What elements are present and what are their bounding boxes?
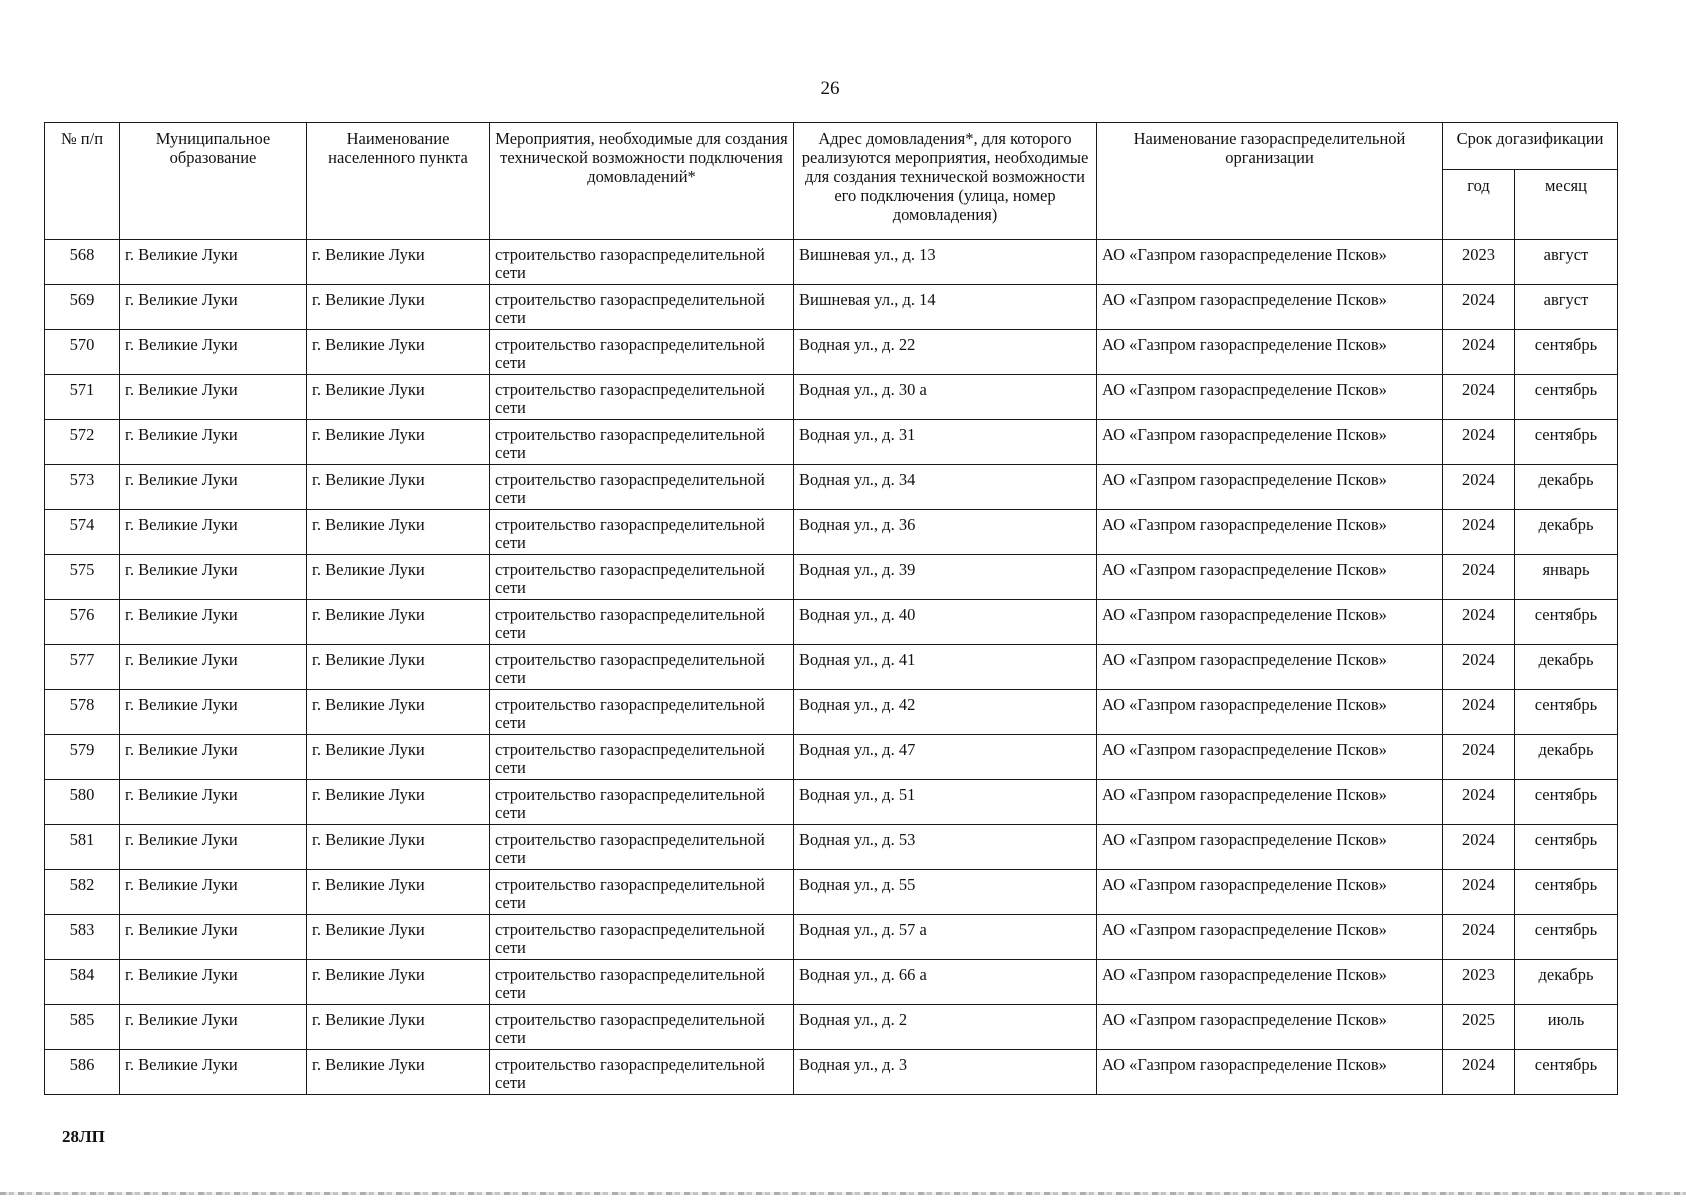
row-municipality: г. Великие Луки: [120, 420, 307, 465]
row-year: 2024: [1443, 375, 1515, 420]
row-organization: АО «Газпром газораспределение Псков»: [1097, 510, 1443, 555]
row-address: Водная ул., д. 39: [794, 555, 1097, 600]
row-number: 573: [45, 465, 120, 510]
row-organization: АО «Газпром газораспределение Псков»: [1097, 240, 1443, 285]
row-organization: АО «Газпром газораспределение Псков»: [1097, 690, 1443, 735]
row-measures: строительство газораспределительной сети: [490, 1005, 794, 1050]
header-year: год: [1443, 170, 1515, 240]
row-measures: строительство газораспределительной сети: [490, 825, 794, 870]
row-locality: г. Великие Луки: [307, 240, 490, 285]
table-row: [45, 375, 1618, 420]
row-locality: г. Великие Луки: [307, 375, 490, 420]
row-municipality: г. Великие Луки: [120, 735, 307, 780]
row-locality: г. Великие Луки: [307, 690, 490, 735]
row-address: Водная ул., д. 51: [794, 780, 1097, 825]
row-number: 580: [45, 780, 120, 825]
row-locality: г. Великие Луки: [307, 600, 490, 645]
row-year: 2024: [1443, 330, 1515, 375]
row-year: 2024: [1443, 420, 1515, 465]
row-measures: строительство газораспределительной сети: [490, 1050, 794, 1095]
row-year: 2023: [1443, 960, 1515, 1005]
row-organization: АО «Газпром газораспределение Псков»: [1097, 960, 1443, 1005]
row-month: сентябрь: [1515, 870, 1618, 915]
row-month: декабрь: [1515, 735, 1618, 780]
row-number: 581: [45, 825, 120, 870]
table-row: [45, 645, 1618, 690]
row-year: 2024: [1443, 690, 1515, 735]
row-number: 569: [45, 285, 120, 330]
row-month: декабрь: [1515, 645, 1618, 690]
row-organization: АО «Газпром газораспределение Псков»: [1097, 420, 1443, 465]
row-municipality: г. Великие Луки: [120, 555, 307, 600]
row-month: сентябрь: [1515, 1050, 1618, 1095]
row-number: 572: [45, 420, 120, 465]
table-row: [45, 960, 1618, 1005]
row-number: 583: [45, 915, 120, 960]
table-row: [45, 1005, 1618, 1050]
row-organization: АО «Газпром газораспределение Псков»: [1097, 1005, 1443, 1050]
row-measures: строительство газораспределительной сети: [490, 690, 794, 735]
row-organization: АО «Газпром газораспределение Псков»: [1097, 825, 1443, 870]
row-organization: АО «Газпром газораспределение Псков»: [1097, 285, 1443, 330]
row-number: 582: [45, 870, 120, 915]
row-locality: г. Великие Луки: [307, 510, 490, 555]
row-municipality: г. Великие Луки: [120, 915, 307, 960]
row-organization: АО «Газпром газораспределение Псков»: [1097, 870, 1443, 915]
row-locality: г. Великие Луки: [307, 1050, 490, 1095]
row-measures: строительство газораспределительной сети: [490, 870, 794, 915]
row-number: 579: [45, 735, 120, 780]
row-month: сентябрь: [1515, 825, 1618, 870]
row-measures: строительство газораспределительной сети: [490, 330, 794, 375]
row-measures: строительство газораспределительной сети: [490, 645, 794, 690]
row-address: Водная ул., д. 22: [794, 330, 1097, 375]
row-municipality: г. Великие Луки: [120, 780, 307, 825]
row-month: сентябрь: [1515, 915, 1618, 960]
table-row: [45, 240, 1618, 285]
row-organization: АО «Газпром газораспределение Псков»: [1097, 555, 1443, 600]
row-address: Водная ул., д. 31: [794, 420, 1097, 465]
row-year: 2024: [1443, 870, 1515, 915]
row-address: Водная ул., д. 53: [794, 825, 1097, 870]
row-measures: строительство газораспределительной сети: [490, 735, 794, 780]
row-year: 2023: [1443, 240, 1515, 285]
row-municipality: г. Великие Луки: [120, 240, 307, 285]
row-month: сентябрь: [1515, 375, 1618, 420]
row-locality: г. Великие Луки: [307, 735, 490, 780]
row-year: 2025: [1443, 1005, 1515, 1050]
row-locality: г. Великие Луки: [307, 960, 490, 1005]
row-month: декабрь: [1515, 465, 1618, 510]
row-number: 574: [45, 510, 120, 555]
row-organization: АО «Газпром газораспределение Псков»: [1097, 375, 1443, 420]
row-measures: строительство газораспределительной сети: [490, 555, 794, 600]
table-header: [45, 123, 1618, 240]
row-number: 585: [45, 1005, 120, 1050]
row-address: Вишневая ул., д. 13: [794, 240, 1097, 285]
row-month: сентябрь: [1515, 600, 1618, 645]
table-row: [45, 915, 1618, 960]
row-year: 2024: [1443, 1050, 1515, 1095]
row-address: Водная ул., д. 2: [794, 1005, 1097, 1050]
row-address: Вишневая ул., д. 14: [794, 285, 1097, 330]
row-locality: г. Великие Луки: [307, 330, 490, 375]
row-organization: АО «Газпром газораспределение Псков»: [1097, 915, 1443, 960]
row-measures: строительство газораспределительной сети: [490, 240, 794, 285]
row-measures: строительство газораспределительной сети: [490, 960, 794, 1005]
row-year: 2024: [1443, 600, 1515, 645]
table-row: [45, 555, 1618, 600]
row-locality: г. Великие Луки: [307, 555, 490, 600]
row-locality: г. Великие Луки: [307, 1005, 490, 1050]
header-municipality: Муниципальное образование: [120, 123, 307, 240]
row-address: Водная ул., д. 34: [794, 465, 1097, 510]
row-measures: строительство газораспределительной сети: [490, 915, 794, 960]
row-municipality: г. Великие Луки: [120, 375, 307, 420]
row-year: 2024: [1443, 555, 1515, 600]
table-row: [45, 465, 1618, 510]
row-locality: г. Великие Луки: [307, 465, 490, 510]
row-month: сентябрь: [1515, 780, 1618, 825]
row-year: 2024: [1443, 645, 1515, 690]
row-month: декабрь: [1515, 510, 1618, 555]
row-municipality: г. Великие Луки: [120, 1005, 307, 1050]
row-organization: АО «Газпром газораспределение Псков»: [1097, 600, 1443, 645]
table-body: [45, 240, 1618, 1095]
row-address: Водная ул., д. 40: [794, 600, 1097, 645]
row-address: Водная ул., д. 57 а: [794, 915, 1097, 960]
row-measures: строительство газораспределительной сети: [490, 780, 794, 825]
table-row: [45, 1050, 1618, 1095]
table-row: [45, 735, 1618, 780]
row-year: 2024: [1443, 465, 1515, 510]
row-year: 2024: [1443, 510, 1515, 555]
row-address: Водная ул., д. 36: [794, 510, 1097, 555]
row-municipality: г. Великие Луки: [120, 825, 307, 870]
row-address: Водная ул., д. 30 а: [794, 375, 1097, 420]
row-year: 2024: [1443, 285, 1515, 330]
row-number: 586: [45, 1050, 120, 1095]
row-municipality: г. Великие Луки: [120, 600, 307, 645]
row-month: сентябрь: [1515, 420, 1618, 465]
row-measures: строительство газораспределительной сети: [490, 375, 794, 420]
row-month: сентябрь: [1515, 330, 1618, 375]
row-locality: г. Великие Луки: [307, 285, 490, 330]
row-address: Водная ул., д. 42: [794, 690, 1097, 735]
header-locality: Наименование населенного пункта: [307, 123, 490, 240]
row-organization: АО «Газпром газораспределение Псков»: [1097, 330, 1443, 375]
row-municipality: г. Великие Луки: [120, 510, 307, 555]
row-year: 2024: [1443, 780, 1515, 825]
row-number: 568: [45, 240, 120, 285]
row-address: Водная ул., д. 41: [794, 645, 1097, 690]
header-term: Срок догазификации: [1443, 123, 1618, 170]
header-month: месяц: [1515, 170, 1618, 240]
row-number: 578: [45, 690, 120, 735]
row-address: Водная ул., д. 66 а: [794, 960, 1097, 1005]
scan-edge-artifact: [0, 1192, 1686, 1195]
table-row: [45, 870, 1618, 915]
table-row: [45, 330, 1618, 375]
gasification-table: [44, 122, 1618, 1095]
row-month: январь: [1515, 555, 1618, 600]
footer-code: 28ЛП: [62, 1127, 105, 1146]
row-municipality: г. Великие Луки: [120, 465, 307, 510]
row-municipality: г. Великие Луки: [120, 285, 307, 330]
header-measures: Мероприятия, необходимые для создания технической возможности подключения домовладений*: [490, 123, 794, 240]
row-locality: г. Великие Луки: [307, 825, 490, 870]
row-organization: АО «Газпром газораспределение Псков»: [1097, 1050, 1443, 1095]
row-number: 570: [45, 330, 120, 375]
header-organization: Наименование газораспределительной организации: [1097, 123, 1443, 240]
row-address: Водная ул., д. 55: [794, 870, 1097, 915]
row-year: 2024: [1443, 915, 1515, 960]
row-year: 2024: [1443, 825, 1515, 870]
table-row: [45, 825, 1618, 870]
row-organization: АО «Газпром газораспределение Псков»: [1097, 465, 1443, 510]
table-row: [45, 690, 1618, 735]
row-month: декабрь: [1515, 960, 1618, 1005]
row-municipality: г. Великие Луки: [120, 690, 307, 735]
row-year: 2024: [1443, 735, 1515, 780]
row-locality: г. Великие Луки: [307, 915, 490, 960]
row-measures: строительство газораспределительной сети: [490, 420, 794, 465]
header-address: Адрес домовладения*, для которого реализуются мероприятия, необходимые для создания технической возможности его подключения (улица, номер домовладения): [794, 123, 1097, 240]
row-month: сентябрь: [1515, 690, 1618, 735]
row-number: 575: [45, 555, 120, 600]
row-organization: АО «Газпром газораспределение Псков»: [1097, 780, 1443, 825]
row-municipality: г. Великие Луки: [120, 330, 307, 375]
row-municipality: г. Великие Луки: [120, 960, 307, 1005]
header-num: № п/п: [45, 123, 120, 240]
row-month: август: [1515, 240, 1618, 285]
page-number: 26: [820, 78, 840, 99]
row-measures: строительство газораспределительной сети: [490, 285, 794, 330]
row-measures: строительство газораспределительной сети: [490, 510, 794, 555]
row-month: июль: [1515, 1005, 1618, 1050]
row-locality: г. Великие Луки: [307, 420, 490, 465]
row-number: 571: [45, 375, 120, 420]
table-row: [45, 510, 1618, 555]
row-locality: г. Великие Луки: [307, 870, 490, 915]
row-number: 577: [45, 645, 120, 690]
row-organization: АО «Газпром газораспределение Псков»: [1097, 735, 1443, 780]
row-municipality: г. Великие Луки: [120, 1050, 307, 1095]
table-row: [45, 600, 1618, 645]
row-number: 576: [45, 600, 120, 645]
row-municipality: г. Великие Луки: [120, 870, 307, 915]
row-month: август: [1515, 285, 1618, 330]
row-organization: АО «Газпром газораспределение Псков»: [1097, 645, 1443, 690]
row-address: Водная ул., д. 47: [794, 735, 1097, 780]
row-locality: г. Великие Луки: [307, 780, 490, 825]
row-locality: г. Великие Луки: [307, 645, 490, 690]
row-measures: строительство газораспределительной сети: [490, 465, 794, 510]
table-row: [45, 285, 1618, 330]
row-number: 584: [45, 960, 120, 1005]
table-row: [45, 780, 1618, 825]
table-row: [45, 420, 1618, 465]
row-address: Водная ул., д. 3: [794, 1050, 1097, 1095]
row-municipality: г. Великие Луки: [120, 645, 307, 690]
row-measures: строительство газораспределительной сети: [490, 600, 794, 645]
